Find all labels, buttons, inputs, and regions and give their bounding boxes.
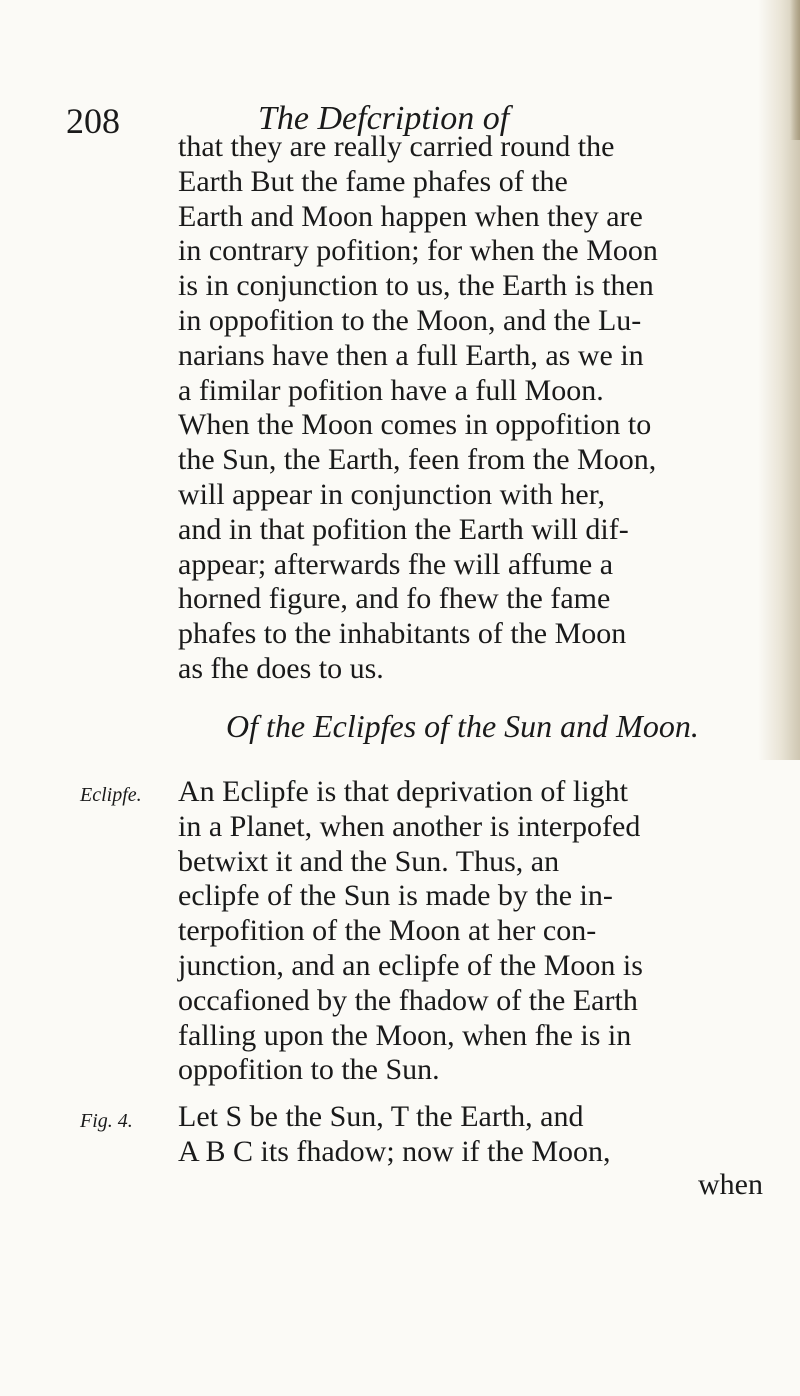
text-line: the Sun, the Earth, feen from the Moon, xyxy=(178,443,657,477)
text-line: Earth But the fame phafes of the xyxy=(178,164,568,198)
text-line: and in that pofition the Earth will dif- xyxy=(178,512,629,546)
text-line: in a Planet, when another is interpofed xyxy=(178,809,641,843)
text-line: narians have then a full Earth, as we in xyxy=(178,338,644,372)
margin-note-figure: Fig. 4. xyxy=(80,1110,133,1132)
text-line: occafioned by the fhadow of the Earth xyxy=(178,983,638,1017)
running-title: The Defcription of xyxy=(258,100,510,137)
text-line: eclipfe of the Sun is made by the in- xyxy=(178,879,613,913)
text-line: as fhe does to us. xyxy=(178,651,384,685)
paragraph-1 xyxy=(178,130,776,687)
text-line: will appear in conjunction with her, xyxy=(178,477,606,511)
text-line: that they are really carried round the xyxy=(178,130,615,163)
paragraph-3 xyxy=(178,1100,776,1170)
paragraph-2 xyxy=(178,775,776,1088)
margin-note-eclipse: Eclipfe. xyxy=(80,784,142,806)
text-line: in oppofition to the Moon, and the Lu- xyxy=(178,303,642,337)
text-line: Let S be the Sun, T the Earth, and xyxy=(178,1100,584,1133)
text-line: is in conjunction to us, the Earth is then xyxy=(178,269,654,303)
text-line: falling upon the Moon, when fhe is in xyxy=(178,1018,632,1052)
text-line: a fimilar pofition have a full Moon. xyxy=(178,373,604,407)
text-line: horned figure, and fo fhew the fame xyxy=(178,582,611,616)
text-line: An Eclipfe is that deprivation of light xyxy=(178,775,628,808)
catchword: when xyxy=(698,1168,763,1201)
page-number: 208 xyxy=(66,101,120,141)
text-line: terpofition of the Moon at her con- xyxy=(178,914,597,948)
text-line: oppofition to the Sun. xyxy=(178,1053,440,1087)
text-line: junction, and an eclipfe of the Moon is xyxy=(178,948,643,982)
text-line: A B C its fhadow; now if the Moon, xyxy=(178,1134,611,1168)
text-line: Earth and Moon happen when they are xyxy=(178,199,643,233)
text-line: in contrary pofition; for when the Moon xyxy=(178,234,658,268)
text-line: appear; afterwards fhe will affume a xyxy=(178,547,614,581)
text-line: betwixt it and the Sun. Thus, an xyxy=(178,844,560,878)
text-line: When the Moon comes in oppofition to xyxy=(178,408,652,442)
section-title: Of the Eclipfes of the Sun and Moon. xyxy=(226,708,699,744)
text-line: phafes to the inhabitants of the Moon xyxy=(178,617,627,651)
